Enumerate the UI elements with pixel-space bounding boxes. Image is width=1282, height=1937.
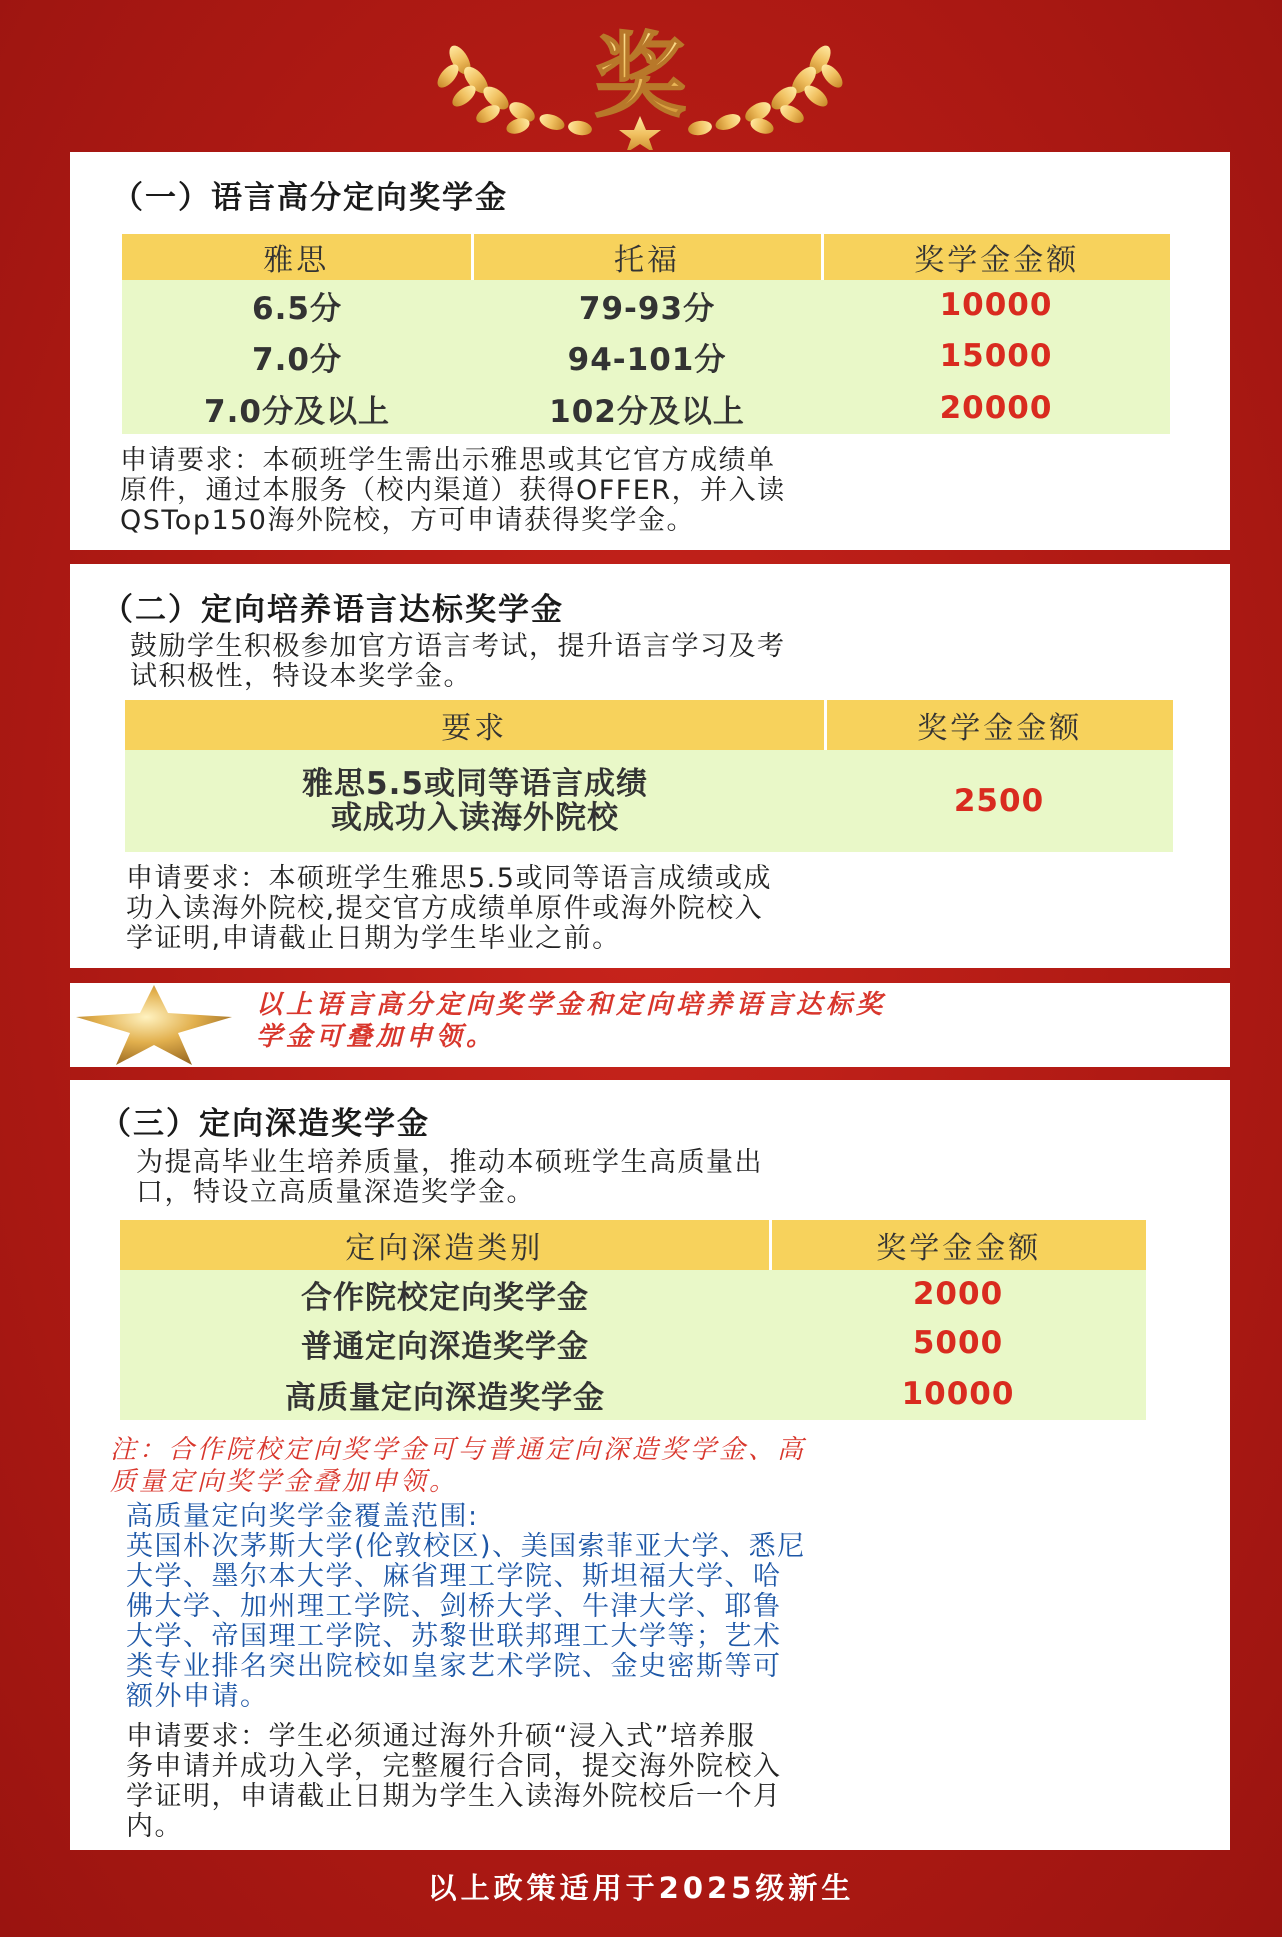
ielts-score: 6.5分 (122, 280, 472, 330)
category-cell: 普通定向深造奖学金 (120, 1318, 770, 1368)
section-language-high-score (70, 152, 1230, 550)
requirement-text: 申请要求：本硕班学生需出示雅思或其它官方成绩单 原件，通过本服务（校内渠道）获得OFFER，并入读 QSTop150海外院校，方可申请获得奖学金。 (120, 445, 786, 536)
section-language-standard (70, 564, 1230, 968)
score-table (122, 234, 1170, 434)
table-header: 奖学金金额 (825, 700, 1173, 750)
requirement-text: 申请要求：本硕班学生雅思5.5或同等语言成绩或成 功入读海外院校,提交官方成绩单原件或海外院校入 学证明,申请截止日期为学生毕业之前。 (126, 863, 772, 954)
toefl-score: 102分及以上 (472, 382, 822, 434)
further-study-table (120, 1220, 1146, 1420)
table-header: 托福 (472, 234, 822, 280)
coverage-list: 高质量定向奖学金覆盖范围: 英国朴次茅斯大学(伦敦校区)、美国索菲亚大学、悉尼 大学、墨尔本大学、麻省理工学院、斯坦福大学、哈 佛大学、加州理工学院、剑桥大学、牛津大学、耶鲁 大学、帝国理工学院、苏黎世联邦理工大学等；艺术 类专业排名突出院校如皇家艺术学院、金史密斯等可 额外申请。 (126, 1501, 806, 1712)
intro-text: 为提高毕业生培养质量，推动本硕班学生高质量出 口，特设立高质量深造奖学金。 (136, 1147, 763, 1208)
table-row (120, 1270, 1146, 1318)
scholarship-amount: 2000 (770, 1270, 1146, 1318)
star-icon (72, 983, 242, 1067)
table-row (122, 382, 1170, 434)
laurel-wreath-icon (430, 20, 850, 150)
table-row (120, 1318, 1146, 1368)
table-header: 奖学金金额 (822, 234, 1170, 280)
ielts-score: 7.0分 (122, 330, 472, 382)
scholarship-amount: 20000 (822, 382, 1170, 434)
category-cell: 高质量定向深造奖学金 (120, 1368, 770, 1420)
category-cell: 合作院校定向奖学金 (120, 1270, 770, 1318)
stacking-note: 注：合作院校定向奖学金可与普通定向深造奖学金、高 质量定向奖学金叠加申领。 (110, 1435, 807, 1497)
requirement-text: 申请要求：学生必须通过海外升硕“浸入式”培养服 务申请并成功入学，完整履行合同，提交海外院校入 学证明，申请截止日期为学生入读海外院校后一个月 内。 (126, 1721, 782, 1842)
table-row (125, 750, 1173, 852)
intro-text: 鼓励学生积极参加官方语言考试，提升语言学习及考 试积极性，特设本奖学金。 (130, 631, 786, 692)
scholarship-amount: 15000 (822, 330, 1170, 382)
requirement-table (125, 700, 1173, 852)
stackable-note (70, 983, 1230, 1067)
header-badge (0, 0, 1282, 150)
toefl-score: 79-93分 (472, 280, 822, 330)
section-title: （二）定向培养语言达标奖学金 (102, 592, 564, 628)
section-further-study (70, 1080, 1230, 1850)
scholarship-amount: 10000 (770, 1368, 1146, 1420)
requirement-cell: 雅思5.5或同等语言成绩 或成功入读海外院校 (125, 750, 825, 852)
ielts-score: 7.0分及以上 (122, 382, 472, 434)
section-title: （一）语言高分定向奖学金 (112, 180, 508, 216)
scholarship-amount: 5000 (770, 1318, 1146, 1368)
table-row (122, 330, 1170, 382)
table-header: 奖学金金额 (770, 1220, 1146, 1270)
table-header: 雅思 (122, 234, 472, 280)
scholarship-amount: 2500 (825, 750, 1173, 852)
badge-character: 奖 (593, 22, 687, 130)
toefl-score: 94-101分 (472, 330, 822, 382)
scholarship-amount: 10000 (822, 280, 1170, 330)
table-header: 要求 (125, 700, 825, 750)
table-row (122, 280, 1170, 330)
section-title: （三）定向深造奖学金 (100, 1106, 430, 1142)
footer-text: 以上政策适用于2025级新生 (427, 1871, 855, 1905)
table-header: 定向深造类别 (120, 1220, 770, 1270)
stackable-note-text: 以上语言高分定向奖学金和定向培养语言达标奖 学金可叠加申领。 (256, 990, 887, 1052)
table-row (120, 1368, 1146, 1420)
